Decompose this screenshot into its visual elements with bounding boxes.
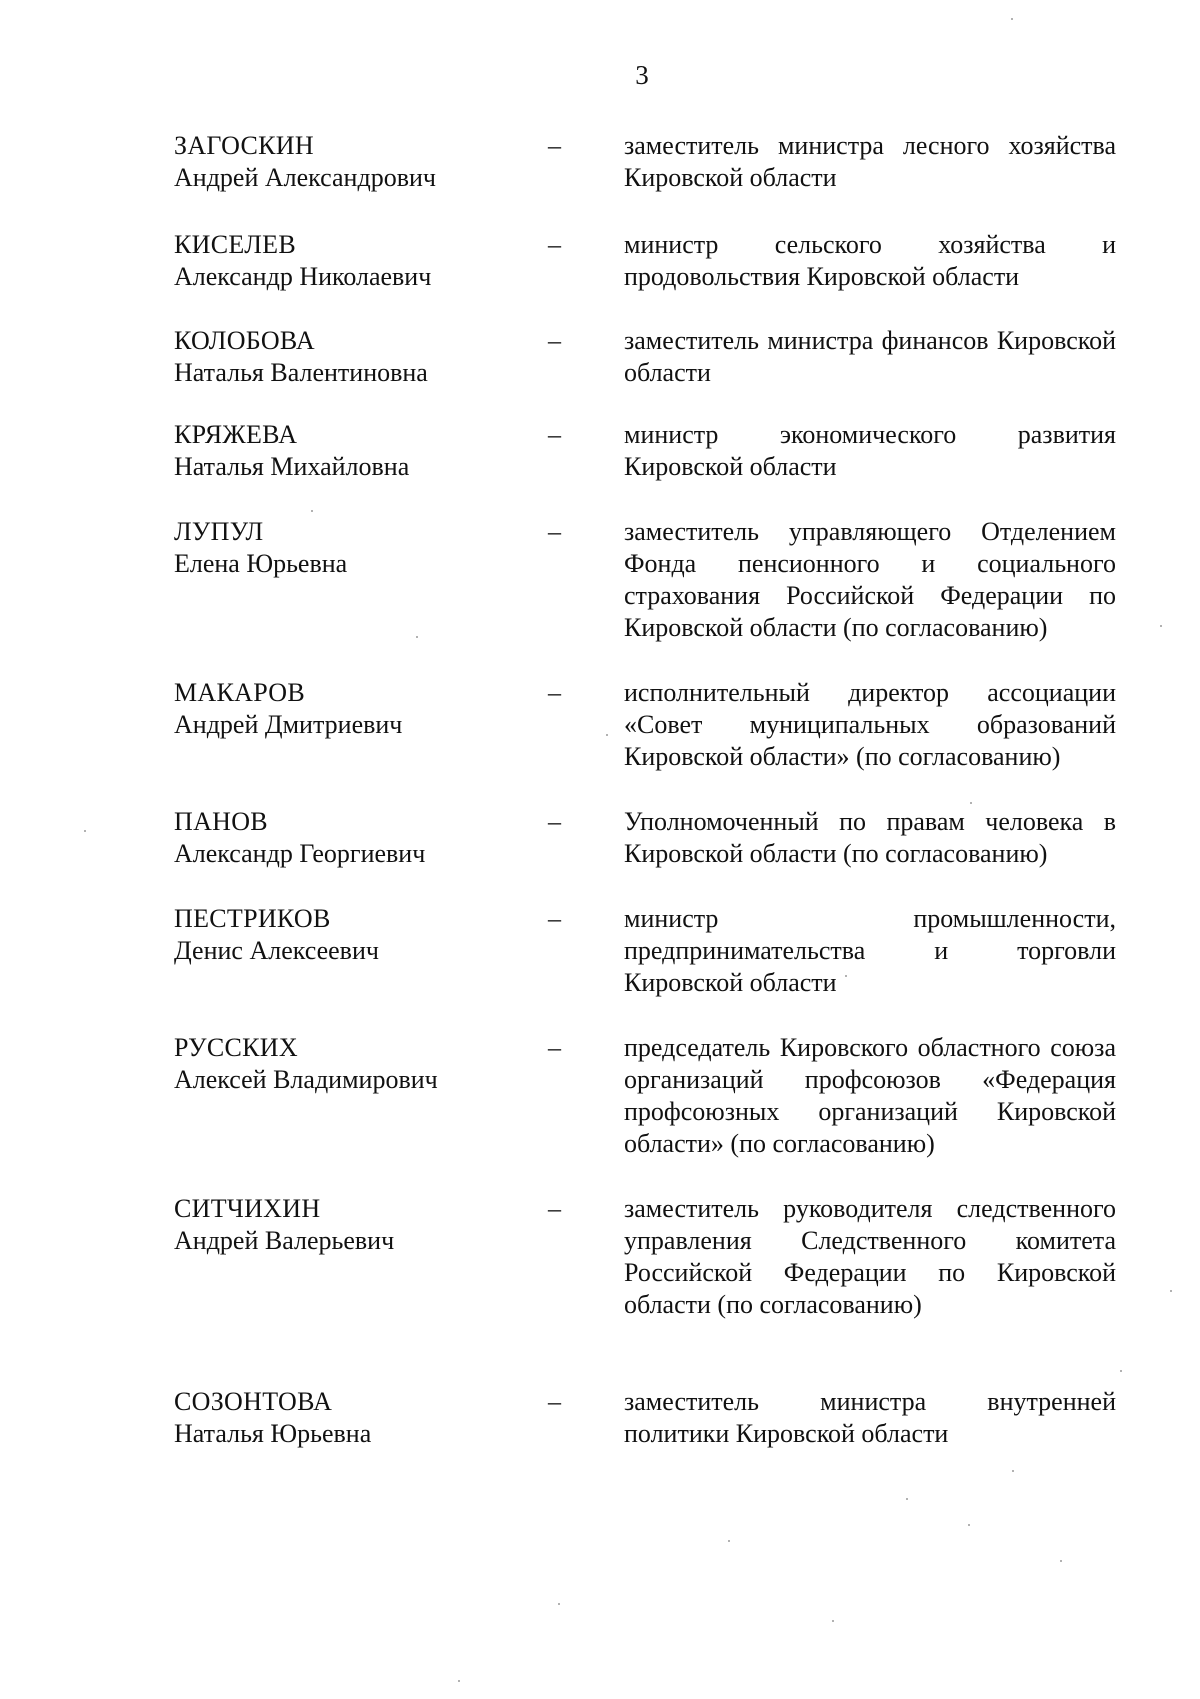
member-surname: ПАНОВ bbox=[174, 807, 268, 836]
member-surname: МАКАРОВ bbox=[174, 678, 306, 707]
member-position: Уполномоченный по правам человека в Кировской области (по согласованию) bbox=[624, 807, 1116, 868]
member-surname: КОЛОБОВА bbox=[174, 326, 315, 355]
member-surname: ПЕСТРИКОВ bbox=[174, 904, 331, 933]
separator-dash: – bbox=[548, 131, 561, 160]
separator-dash: – bbox=[548, 1194, 561, 1223]
member-position: министр экономического развития Кировской области bbox=[624, 420, 1116, 481]
page-number: 3 bbox=[635, 60, 649, 90]
separator-dash: – bbox=[548, 1033, 561, 1062]
member-surname: СОЗОНТОВА bbox=[174, 1387, 333, 1416]
separator-dash: – bbox=[548, 1387, 561, 1416]
scan-speck bbox=[606, 734, 608, 736]
scan-speck bbox=[1012, 1470, 1014, 1472]
member-given-names: Елена Юрьевна bbox=[174, 549, 348, 578]
member-position: исполнительный директор ассоциации «Совет муниципальных образований Кировской области» (по согласованию) bbox=[624, 678, 1116, 771]
member-given-names: Денис Алексеевич bbox=[174, 936, 379, 965]
member-name bbox=[174, 1386, 534, 1450]
member-surname: СИТЧИХИН bbox=[174, 1194, 321, 1223]
member-surname: ЛУПУЛ bbox=[174, 517, 264, 546]
scan-speck bbox=[1060, 1560, 1062, 1562]
scan-speck bbox=[832, 1620, 834, 1622]
separator-dash: – bbox=[548, 230, 561, 259]
scan-speck bbox=[968, 1524, 970, 1526]
separator-dash: – bbox=[548, 807, 561, 836]
separator-dash: – bbox=[548, 517, 561, 546]
member-name bbox=[174, 903, 534, 967]
member-name bbox=[174, 516, 534, 580]
member-name bbox=[174, 1032, 534, 1096]
member-name bbox=[174, 419, 534, 483]
member-surname: КРЯЖЕВА bbox=[174, 420, 298, 449]
scan-speck bbox=[1120, 1370, 1122, 1372]
member-position: заместитель управляющего Отделением Фонда пенсионного и социального страхования Российской Федерации по Кировской области (по согласованию) bbox=[624, 517, 1116, 642]
separator-dash: – bbox=[548, 678, 561, 707]
separator-dash: – bbox=[548, 420, 561, 449]
member-name bbox=[174, 677, 534, 741]
member-surname: ЗАГОСКИН bbox=[174, 131, 314, 160]
member-given-names: Наталья Юрьевна bbox=[174, 1419, 372, 1448]
scan-speck bbox=[970, 802, 972, 804]
member-given-names: Андрей Дмитриевич bbox=[174, 710, 403, 739]
member-given-names: Андрей Александрович bbox=[174, 163, 436, 192]
member-position: заместитель министра лесного хозяйства Кировской области bbox=[624, 131, 1116, 192]
scan-speck bbox=[458, 1680, 460, 1682]
member-given-names: Андрей Валерьевич bbox=[174, 1226, 395, 1255]
member-position: заместитель министра внутренней политики Кировской области bbox=[624, 1387, 1116, 1448]
member-name bbox=[174, 1193, 534, 1257]
scan-speck bbox=[84, 830, 86, 832]
member-position: заместитель руководителя следственного управления Следственного комитета Российской Федерации по Кировской области (по согласованию) bbox=[624, 1194, 1116, 1319]
member-position: заместитель министра финансов Кировской области bbox=[624, 326, 1116, 387]
member-name bbox=[174, 806, 534, 870]
member-given-names: Алексей Владимирович bbox=[174, 1065, 438, 1094]
member-surname: РУССКИХ bbox=[174, 1033, 298, 1062]
scan-speck bbox=[558, 1603, 560, 1605]
member-given-names: Александр Николаевич bbox=[174, 262, 432, 291]
scan-speck bbox=[728, 1540, 730, 1542]
scan-speck bbox=[416, 636, 418, 638]
scan-speck bbox=[906, 1498, 908, 1500]
member-given-names: Наталья Михайловна bbox=[174, 452, 410, 481]
member-name bbox=[174, 130, 534, 194]
scan-speck bbox=[1011, 18, 1013, 20]
member-position: министр сельского хозяйства и продовольствия Кировской области bbox=[624, 230, 1116, 291]
separator-dash: – bbox=[548, 904, 561, 933]
member-given-names: Наталья Валентиновна bbox=[174, 358, 428, 387]
member-position: министр промышленности, предпринимательства и торговли Кировской области bbox=[624, 904, 1116, 997]
member-position: председатель Кировского областного союза организаций профсоюзов «Федерация профсоюзных организаций Кировской области» (по согласованию) bbox=[624, 1033, 1116, 1158]
member-name bbox=[174, 229, 534, 293]
member-surname: КИСЕЛЕВ bbox=[174, 230, 296, 259]
member-given-names: Александр Георгиевич bbox=[174, 839, 426, 868]
scan-speck bbox=[1170, 1290, 1172, 1292]
scan-speck bbox=[845, 975, 847, 977]
scan-speck bbox=[1160, 625, 1162, 627]
member-name bbox=[174, 325, 534, 389]
separator-dash: – bbox=[548, 326, 561, 355]
scan-speck bbox=[311, 510, 313, 512]
